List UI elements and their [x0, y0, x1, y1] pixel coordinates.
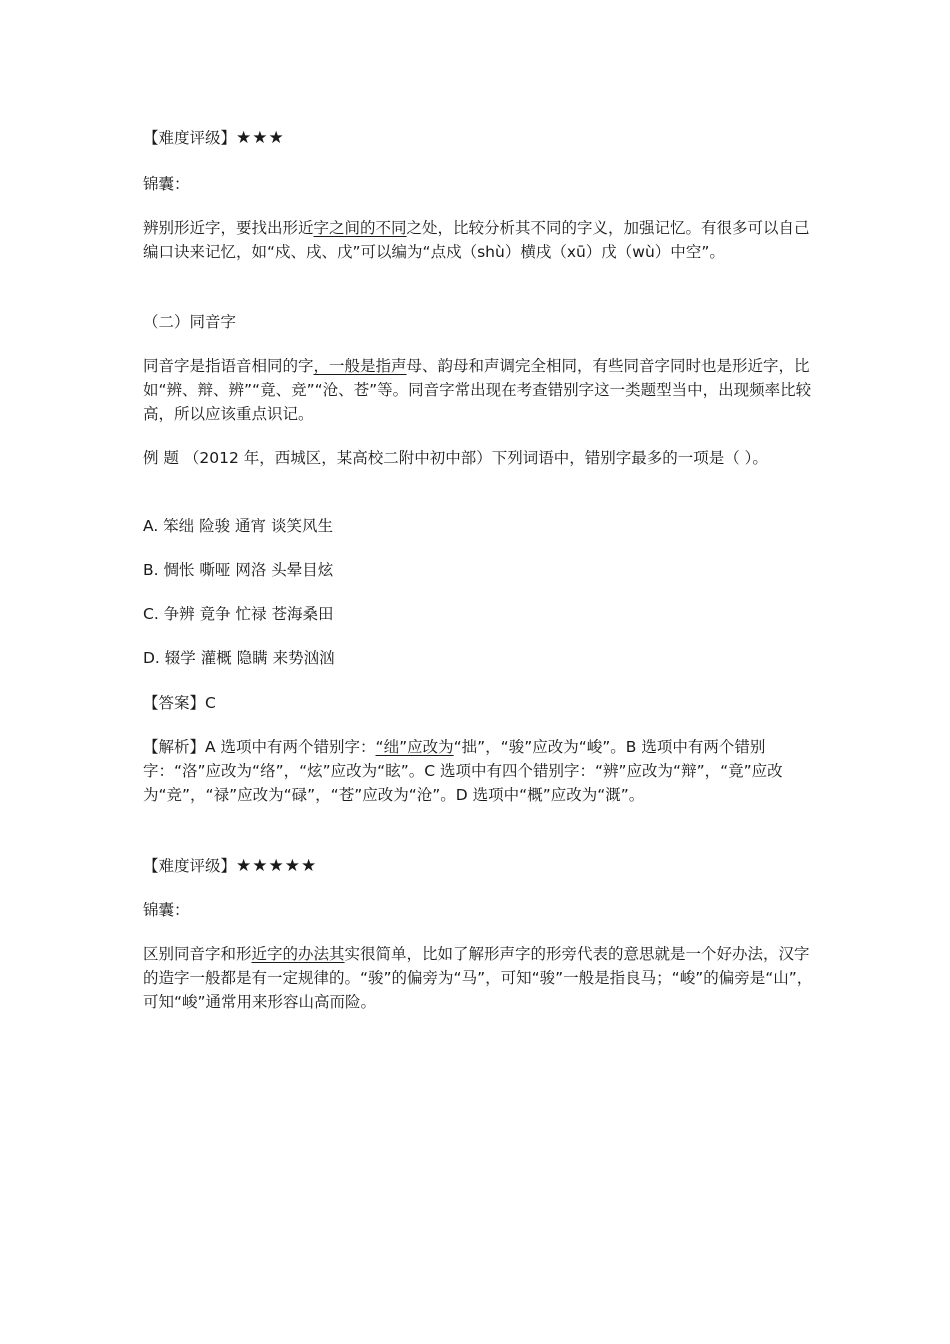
tip-paragraph	[143, 216, 813, 264]
star-rating-icon: ★★★	[236, 128, 285, 148]
tip-label: 锦囊：	[143, 175, 190, 193]
star-rating-icon: ★★★★★	[236, 856, 318, 876]
tip-text-underlined: 近字的办法其	[251, 945, 345, 963]
option-b: B. 惆怅 嘶哑 网洛 头晕目炫	[143, 561, 334, 579]
analysis-label: 【解析】	[143, 738, 206, 756]
analysis	[143, 735, 813, 807]
tip-text-underlined: 字之间的不同	[313, 219, 407, 237]
tip-text: 实很简单，比如了解形声字的形旁代表的意思就是一个好办法，汉字的造字一般都是有一定规律的。“骏”的偏旁为“马”，可知“骏”一般是指良马；“峻”的偏旁是“山”，可知“峻”通常用来形容山高而险。	[143, 945, 813, 1011]
difficulty-label: 【难度评级】	[143, 857, 237, 875]
tip-text: 区别同音字和形	[143, 945, 252, 963]
tip-label-2: 锦囊：	[143, 901, 190, 919]
intro-text: 同音字是指语音相同的字	[143, 357, 314, 375]
intro-text: 母、韵母和声调完全相同，有些同音字同时也是形近字，比如“辨、辩、辨”“竟、竞”“沧、苍”等。同音字常出现在考查错别字这一类题型当中，出现频率比较高，所以应该重点识记。	[143, 357, 812, 423]
analysis-text: “拙”，“骏”应改为“峻”。B 选项中有两个错别字：“洛”应改为“络”，“炫”应改为“眩”。C 选项中有四个错别字：“辨”应改为“辩”，“竟”应改为“竞”，“禄”应改为“碌”，“苍”应改为“沧”。D 选项中“概”应改为“溉”。	[143, 738, 783, 804]
option-d: D. 辍学 灌概 隐瞒 来势汹汹	[143, 649, 335, 667]
tip-text: 辨别形近字，要找出形近	[143, 219, 314, 237]
example-question: 例 题 （2012 年，西城区，某高校二附中初中部）下列词语中，错别字最多的一项是（ ）。	[143, 449, 768, 467]
analysis-text: A 选项中有两个错别字：	[205, 738, 376, 756]
analysis-text-underlined: “绌”应改为	[375, 738, 454, 756]
difficulty-rating-2	[143, 854, 317, 878]
answer: 【答案】C	[143, 694, 216, 712]
tip-paragraph-2	[143, 942, 813, 1014]
intro-text-underlined: ，一般是指声	[313, 357, 407, 375]
difficulty-rating	[143, 126, 285, 150]
difficulty-label: 【难度评级】	[143, 129, 237, 147]
tip-text: 之处，比较分析其不同的字义，加强记忆。有很多可以自己编口诀来记忆，如“戍、戌、戊”可以编为“点戍（shù）横戌（xū）戊（wù）中空”。	[143, 219, 810, 261]
option-a: A. 笨绌 险骏 通宵 谈笑风生	[143, 517, 333, 535]
option-c: C. 争辨 竟争 忙禄 苍海桑田	[143, 605, 334, 623]
section-heading: （二）同音字	[143, 313, 237, 331]
section-intro	[143, 354, 813, 426]
